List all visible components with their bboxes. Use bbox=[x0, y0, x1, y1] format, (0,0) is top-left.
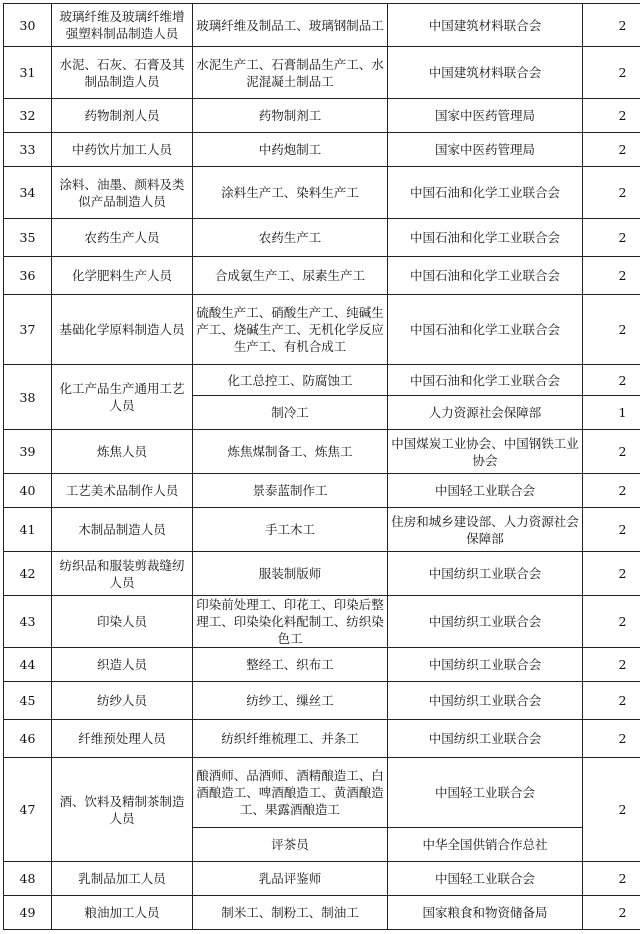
occupation-category: 织造人员 bbox=[52, 648, 193, 682]
job-title: 玻璃纤维及制品工、玻璃钢制品工 bbox=[193, 4, 388, 47]
table-row bbox=[4, 4, 640, 47]
count-value: 2 bbox=[583, 430, 640, 474]
row-number: 49 bbox=[4, 896, 52, 930]
row-number: 31 bbox=[4, 47, 52, 99]
job-title: 景泰蓝制作工 bbox=[193, 474, 388, 508]
issuing-organization: 中国轻工业联合会 bbox=[388, 474, 583, 508]
table-row bbox=[4, 648, 640, 682]
table-row bbox=[4, 596, 640, 648]
job-title: 制冷工 bbox=[193, 396, 388, 430]
table-row bbox=[4, 720, 640, 758]
count-value: 2 bbox=[583, 365, 640, 396]
occupation-category: 农药生产人员 bbox=[52, 219, 193, 257]
job-title: 整经工、织布工 bbox=[193, 648, 388, 682]
row-number: 34 bbox=[4, 167, 52, 219]
table-row bbox=[4, 758, 640, 828]
row-number: 48 bbox=[4, 862, 52, 896]
occupation-category: 纺织品和服装剪裁缝纫人员 bbox=[52, 552, 193, 596]
table-row bbox=[4, 552, 640, 596]
issuing-organization: 中国建筑材料联合会 bbox=[388, 47, 583, 99]
occupation-category: 酒、饮料及精制茶制造人员 bbox=[52, 758, 193, 862]
count-value: 2 bbox=[583, 133, 640, 167]
count-value: 2 bbox=[583, 552, 640, 596]
job-title: 硫酸生产工、硝酸生产工、纯碱生产工、烧碱生产工、无机化学反应生产工、有机合成工 bbox=[193, 295, 388, 365]
issuing-organization: 中国纺织工业联合会 bbox=[388, 682, 583, 720]
count-value: 2 bbox=[583, 862, 640, 896]
issuing-organization: 国家粮食和物资储备局 bbox=[388, 896, 583, 930]
issuing-organization: 中国建筑材料联合会 bbox=[388, 4, 583, 47]
count-value: 1 bbox=[583, 396, 640, 430]
count-value: 2 bbox=[583, 758, 640, 862]
occupation-category: 乳制品加工人员 bbox=[52, 862, 193, 896]
job-title: 中药炮制工 bbox=[193, 133, 388, 167]
table-row bbox=[4, 99, 640, 133]
count-value: 2 bbox=[583, 257, 640, 295]
row-number: 41 bbox=[4, 508, 52, 552]
issuing-organization: 国家中医药管理局 bbox=[388, 99, 583, 133]
occupation-category: 印染人员 bbox=[52, 596, 193, 648]
row-number: 39 bbox=[4, 430, 52, 474]
issuing-organization: 中国纺织工业联合会 bbox=[388, 648, 583, 682]
occupation-category: 纺纱人员 bbox=[52, 682, 193, 720]
table-row bbox=[4, 257, 640, 295]
occupation-category: 木制品制造人员 bbox=[52, 508, 193, 552]
occupation-category: 化学肥料生产人员 bbox=[52, 257, 193, 295]
job-title: 手工木工 bbox=[193, 508, 388, 552]
occupation-category: 玻璃纤维及玻璃纤维增强塑料制品制造人员 bbox=[52, 4, 193, 47]
count-value: 2 bbox=[583, 682, 640, 720]
table-row bbox=[4, 133, 640, 167]
issuing-organization: 中国纺织工业联合会 bbox=[388, 552, 583, 596]
row-number: 36 bbox=[4, 257, 52, 295]
table-row bbox=[4, 430, 640, 474]
count-value: 2 bbox=[583, 219, 640, 257]
issuing-organization: 中国煤炭工业协会、中国钢铁工业协会 bbox=[388, 430, 583, 474]
job-title: 乳品评鉴师 bbox=[193, 862, 388, 896]
table-row bbox=[4, 295, 640, 365]
issuing-organization: 国家中医药管理局 bbox=[388, 133, 583, 167]
count-value: 2 bbox=[583, 47, 640, 99]
occupation-category: 基础化学原料制造人员 bbox=[52, 295, 193, 365]
row-number: 33 bbox=[4, 133, 52, 167]
job-title: 化工总控工、防腐蚀工 bbox=[193, 365, 388, 396]
occupation-category: 粮油加工人员 bbox=[52, 896, 193, 930]
table-row bbox=[4, 47, 640, 99]
issuing-organization: 人力资源社会保障部 bbox=[388, 396, 583, 430]
job-title: 涂料生产工、染料生产工 bbox=[193, 167, 388, 219]
issuing-organization: 中国石油和化学工业联合会 bbox=[388, 295, 583, 365]
job-title: 服装制版师 bbox=[193, 552, 388, 596]
count-value: 2 bbox=[583, 4, 640, 47]
row-number: 43 bbox=[4, 596, 52, 648]
job-title: 酿酒师、品酒师、酒精酿造工、白酒酿造工、啤酒酿造工、黄酒酿造工、果露酒酿造工 bbox=[193, 758, 388, 828]
issuing-organization: 住房和城乡建设部、人力资源社会保障部 bbox=[388, 508, 583, 552]
occupation-table bbox=[3, 3, 640, 930]
row-number: 37 bbox=[4, 295, 52, 365]
occupation-category: 涂料、油墨、颜料及类似产品制造人员 bbox=[52, 167, 193, 219]
row-number: 38 bbox=[4, 365, 52, 430]
count-value: 2 bbox=[583, 720, 640, 758]
table-row bbox=[4, 474, 640, 508]
count-value: 2 bbox=[583, 896, 640, 930]
job-title: 农药生产工 bbox=[193, 219, 388, 257]
job-title: 药物制剂工 bbox=[193, 99, 388, 133]
count-value: 2 bbox=[583, 508, 640, 552]
issuing-organization: 中国石油和化学工业联合会 bbox=[388, 219, 583, 257]
row-number: 47 bbox=[4, 758, 52, 862]
job-title: 纺纱工、缫丝工 bbox=[193, 682, 388, 720]
job-title: 纺织纤维梳理工、并条工 bbox=[193, 720, 388, 758]
table-row bbox=[4, 167, 640, 219]
occupation-category: 化工产品生产通用工艺人员 bbox=[52, 365, 193, 430]
row-number: 44 bbox=[4, 648, 52, 682]
job-title: 炼焦煤制备工、炼焦工 bbox=[193, 430, 388, 474]
row-number: 40 bbox=[4, 474, 52, 508]
occupation-category: 纤维预处理人员 bbox=[52, 720, 193, 758]
issuing-organization: 中国纺织工业联合会 bbox=[388, 596, 583, 648]
job-title: 合成氨生产工、尿素生产工 bbox=[193, 257, 388, 295]
issuing-organization: 中国轻工业联合会 bbox=[388, 862, 583, 896]
count-value: 2 bbox=[583, 474, 640, 508]
table-row bbox=[4, 862, 640, 896]
occupation-category: 中药饮片加工人员 bbox=[52, 133, 193, 167]
row-number: 42 bbox=[4, 552, 52, 596]
row-number: 35 bbox=[4, 219, 52, 257]
issuing-organization: 中国石油和化学工业联合会 bbox=[388, 365, 583, 396]
count-value: 2 bbox=[583, 167, 640, 219]
issuing-organization: 中国石油和化学工业联合会 bbox=[388, 257, 583, 295]
job-title: 评茶员 bbox=[193, 828, 388, 862]
table-row bbox=[4, 896, 640, 930]
count-value: 2 bbox=[583, 596, 640, 648]
occupation-category: 炼焦人员 bbox=[52, 430, 193, 474]
count-value: 2 bbox=[583, 295, 640, 365]
table-row bbox=[4, 219, 640, 257]
issuing-organization: 中华全国供销合作总社 bbox=[388, 828, 583, 862]
row-number: 45 bbox=[4, 682, 52, 720]
occupation-category: 工艺美术品制作人员 bbox=[52, 474, 193, 508]
table-row bbox=[4, 682, 640, 720]
table-row bbox=[4, 508, 640, 552]
row-number: 32 bbox=[4, 99, 52, 133]
table-row bbox=[4, 365, 640, 396]
issuing-organization: 中国石油和化学工业联合会 bbox=[388, 167, 583, 219]
job-title: 印染前处理工、印花工、印染后整理工、印染染化料配制工、纺织染色工 bbox=[193, 596, 388, 648]
count-value: 2 bbox=[583, 648, 640, 682]
count-value: 2 bbox=[583, 99, 640, 133]
occupation-category: 药物制剂人员 bbox=[52, 99, 193, 133]
occupation-category: 水泥、石灰、石膏及其制品制造人员 bbox=[52, 47, 193, 99]
issuing-organization: 中国纺织工业联合会 bbox=[388, 720, 583, 758]
row-number: 30 bbox=[4, 4, 52, 47]
row-number: 46 bbox=[4, 720, 52, 758]
job-title: 制米工、制粉工、制油工 bbox=[193, 896, 388, 930]
issuing-organization: 中国轻工业联合会 bbox=[388, 758, 583, 828]
job-title: 水泥生产工、石膏制品生产工、水泥混凝土制品工 bbox=[193, 47, 388, 99]
